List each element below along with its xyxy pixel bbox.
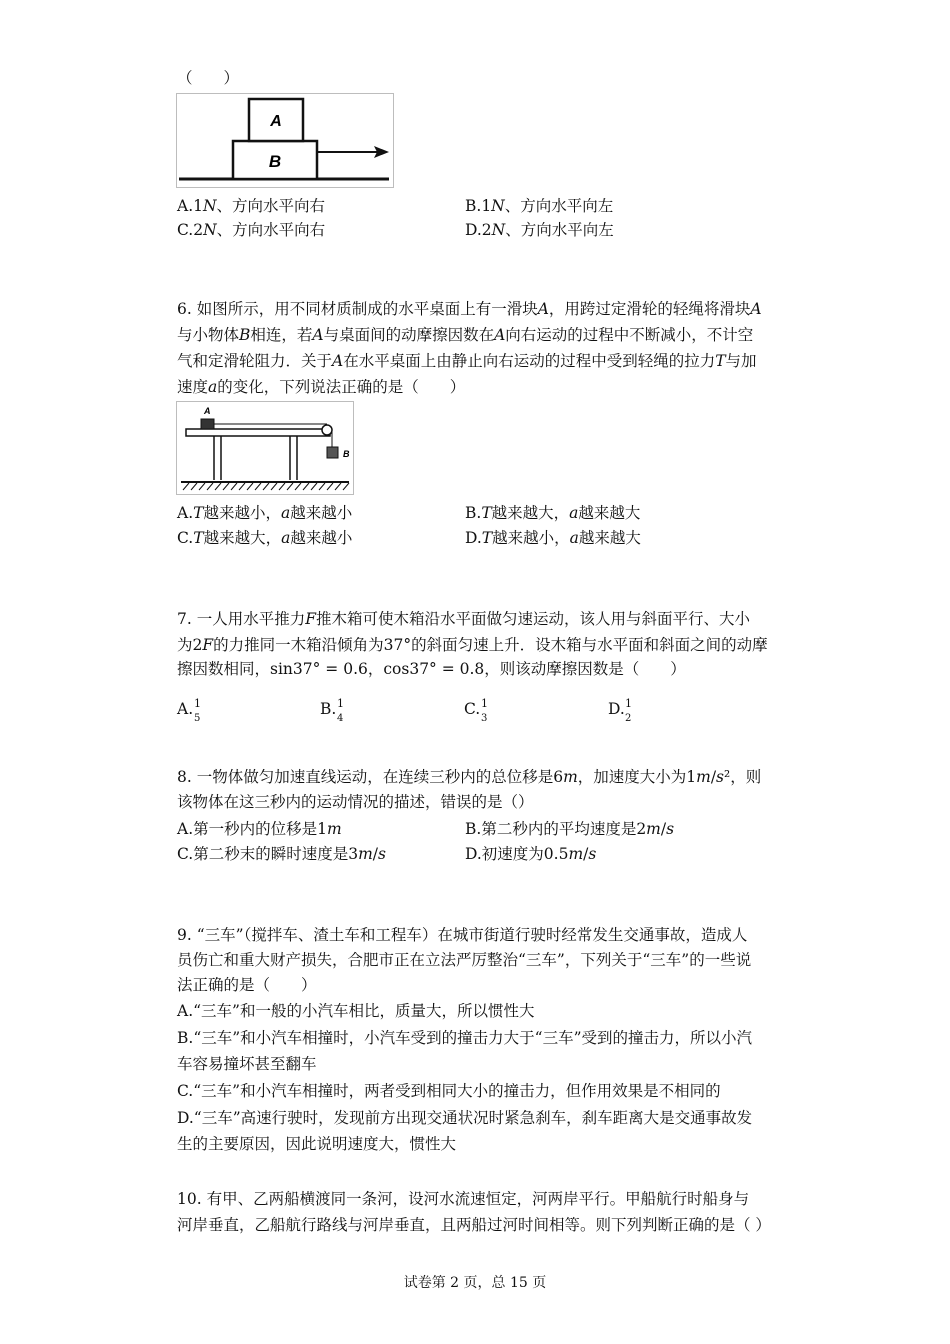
q5-bracket: （ ）: [177, 69, 240, 87]
q9-option-d-line-2: 生的主要原因，因此说明速度大，惯性大: [177, 1135, 457, 1153]
q6-option-a: A.𝑇越来越小，𝑎越来越小: [177, 504, 353, 522]
q7-stem-line-1: 7. 一人用水平推力𝐹推木箱可使木箱沿水平面做匀速运动，该人用与斜面平行、大小: [177, 610, 750, 628]
q6-pulley-diagram: [177, 402, 353, 494]
q6-option-b: B.𝑇越来越大，𝑎越来越大: [465, 504, 641, 522]
q5-label-a: A: [270, 113, 282, 130]
q6-stem-line-3: 气和定滑轮阻力．关于𝐴在水平桌面上由静止向右运动的过程中受到轻绳的拉力𝑇与加: [177, 352, 757, 370]
q5-option-b: B.1𝑁、方向水平向左: [465, 197, 614, 215]
q8-option-a: A.第一秒内的位移是1𝑚: [177, 820, 342, 838]
q8-stem-line-2: 该物体在这三秒内的运动情况的描述，错误的是（）: [177, 793, 534, 811]
q5-label-b: B: [268, 152, 282, 171]
q7-option-c-prefix: C.: [464, 700, 481, 718]
q7-option-d-prefix: D.: [608, 700, 625, 718]
q9-stem-line-1: 9. “三车”（搅拌车、渣土车和工程车）在城市街道行驶时经常发生交通事故，造成人: [177, 926, 748, 944]
q6-figure: [176, 401, 354, 495]
q7-option-a-prefix: A.: [177, 700, 194, 718]
q10-stem-line-2: 河岸垂直，乙船航行路线与河岸垂直，且两船过河时间相等。则下列判断正确的是（ ）: [177, 1216, 771, 1234]
q9-option-a: A.“三车”和一般的小汽车相比，质量大，所以惯性大: [177, 1002, 535, 1020]
q6-label-b: B: [343, 449, 350, 459]
q9-option-b-line-2: 车容易撞坏甚至翻车: [177, 1055, 317, 1073]
q7-stem-line-2: 为2𝐹的力推同一木箱沿倾角为37°的斜面匀速上升．设木箱与水平面和斜面之间的动摩: [177, 636, 768, 654]
q7-option-d-denominator: 2: [625, 713, 632, 724]
q6-label-a: A: [204, 406, 211, 416]
q10-stem-line-1: 10. 有甲、乙两船横渡同一条河，设河水流速恒定，河两岸平行。甲船航行时船身与: [177, 1190, 750, 1208]
q6-stem-line-2: 与小物体𝐵相连，若𝐴与桌面间的动摩擦因数在𝐴向右运动的过程中不断减小，不计空: [177, 326, 754, 344]
q7-option-b-numerator: 1: [337, 697, 344, 710]
q7-option-b-denominator: 4: [337, 713, 344, 724]
q5-option-a: A.1𝑁、方向水平向右: [177, 197, 326, 215]
q7-option-b-prefix: B.: [320, 700, 337, 718]
q9-option-b-line-1: B.“三车”和小汽车相撞时，小汽车受到的撞击力大于“三车”受到的撞击力，所以小汽: [177, 1029, 753, 1047]
q5-option-c: C.2𝑁、方向水平向右: [177, 221, 326, 239]
q8-option-d: D.初速度为0.5𝑚/𝑠: [465, 845, 597, 863]
q7-option-a-numerator: 1: [194, 697, 201, 710]
q7-stem-line-3: 擦因数相同，sin37° = 0.6，cos37° = 0.8，则该动摩擦因数是（ ）: [177, 660, 686, 678]
q7-option-c-denominator: 3: [481, 713, 488, 724]
q7-option-a: [177, 697, 201, 724]
q7-option-b: [320, 697, 344, 724]
q8-option-c: C.第二秒末的瞬时速度是3𝑚/𝑠: [177, 845, 386, 863]
q7-option-c-numerator: 1: [481, 697, 488, 710]
q9-stem-line-2: 员伤亡和重大财产损失，合肥市正在立法严厉整治“三车”，下列关于“三车”的一些说: [177, 951, 752, 969]
q5-option-d: D.2𝑁、方向水平向左: [465, 221, 614, 239]
q6-stem-line-1: 6. 如图所示，用不同材质制成的水平桌面上有一滑块𝐴，用跨过定滑轮的轻绳将滑块𝐴: [177, 300, 762, 318]
q9-stem-line-3: 法正确的是（ ）: [177, 976, 317, 994]
q7-option-d-numerator: 1: [625, 697, 632, 710]
q5-block-diagram: [177, 94, 393, 187]
q7-option-c: [464, 697, 488, 724]
q6-stem-line-4: 速度𝑎的变化，下列说法正确的是（ ）: [177, 378, 466, 396]
q9-option-d-line-1: D.“三车”高速行驶时，发现前方出现交通状况时紧急刹车，刹车距离大是交通事故发: [177, 1109, 753, 1127]
q6-option-d: D.𝑇越来越小，𝑎越来越大: [465, 529, 641, 547]
q7-option-a-denominator: 5: [194, 713, 201, 724]
q5-figure: [176, 93, 394, 188]
q9-option-c: C.“三车”和小汽车相撞时，两者受到相同大小的撞击力，但作用效果是不相同的: [177, 1082, 721, 1100]
q8-option-b: B.第二秒内的平均速度是2𝑚/𝑠: [465, 820, 675, 838]
q6-option-c: C.𝑇越来越大，𝑎越来越小: [177, 529, 353, 547]
q7-option-d: [608, 697, 632, 724]
q8-stem-line-1: 8. 一物体做匀加速直线运动，在连续三秒内的总位移是6𝑚，加速度大小为1𝑚/𝑠²，则: [177, 768, 762, 786]
page-footer: 试卷第 2 页，总 15 页: [403, 1275, 547, 1291]
